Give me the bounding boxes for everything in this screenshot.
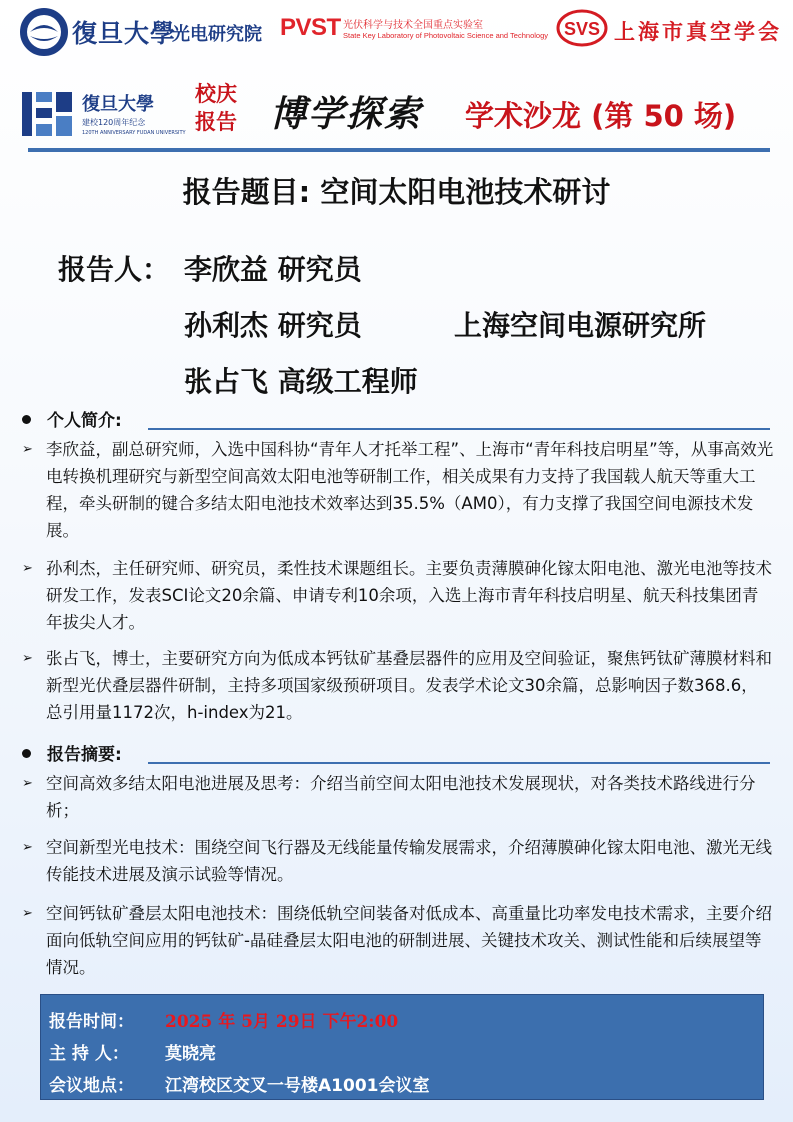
anniversary-report-label	[188, 80, 244, 136]
abstract-divider	[148, 762, 770, 764]
speaker-3: 张占飞 高级工程师	[184, 365, 418, 398]
arrow-bullet-icon: ➢	[22, 840, 33, 855]
host-value: 莫晓亮	[165, 1044, 216, 1064]
abstract-item-text: 空间钙钛矿叠层太阳电池技术：围绕低轨空间装备对低成本、高重量比功率发电技术需求，主要介绍面向低轨空间应用的钙钛矿-晶硅叠层太阳电池的研制进展、关键技术攻关、测试性能和后续展望等情况。	[46, 904, 772, 977]
pvst-english-name: State Key Laboratory of Photovoltaic Science and Technology	[343, 31, 548, 40]
abstract-item	[22, 900, 774, 981]
salon-title: 学术沙龙 (第 50 场)	[465, 99, 737, 133]
arrow-bullet-icon: ➢	[22, 651, 33, 666]
abstract-item-text: 空间新型光电技术：围绕空间飞行器及无线能量传输发展需求，介绍薄膜砷化镓太阳电池、激光无线传能技术进展及演示试验等情况。	[46, 838, 772, 884]
place-label: 会议地点：	[49, 1076, 134, 1096]
anniversary-english: 120TH ANNIVERSARY FUDAN UNIVERSITY	[82, 130, 186, 136]
vacuum-society-mark: SVS	[563, 19, 601, 39]
abstract-item	[22, 834, 774, 888]
anniversary-name: 復旦大學	[82, 94, 154, 115]
abstract-heading	[22, 740, 122, 765]
bullet-dot-icon	[22, 749, 31, 758]
abstract-heading-text: 报告摘要:	[47, 745, 122, 765]
speaker-2: 孙利杰 研究员	[184, 309, 362, 342]
label-bottom: 报告	[195, 110, 237, 134]
anniversary-emblem-icon	[20, 86, 76, 142]
logo-row	[0, 0, 793, 70]
host-label: 主 持 人：	[49, 1044, 129, 1064]
pvst-chinese-name: 光伏科学与技术全国重点实验室	[343, 20, 483, 31]
institute-name: 光电研究院	[172, 24, 262, 45]
place-value: 江湾校区交叉一号楼A1001会议室	[165, 1076, 430, 1096]
event-info-box	[40, 994, 764, 1100]
arrow-bullet-icon: ➢	[22, 906, 33, 921]
arrow-bullet-icon: ➢	[22, 442, 33, 457]
abstract-item	[22, 770, 774, 824]
bio-item-text: 李欣益，副总研究师，入选中国科协“青年人才托举工程”、上海市“青年科技启明星”等，从事高效光电转换机理研究与新型空间高效太阳电池等研制工作，相关成果有力支持了我国载人航天等重大工程，牵头研制的键合多结太阳电池技术效率达到35.5%（AM0），有力支撑了我国空间电源技术发展。	[46, 440, 774, 540]
vacuum-society-name: 上海市真空学会	[614, 19, 782, 44]
abstract-item-text: 空间高效多结太阳电池进展及思考：介绍当前空间太阳电池技术发展现状，对各类技术路线进行分析；	[46, 774, 756, 820]
time-label: 报告时间：	[49, 1012, 134, 1032]
fudan-seal-icon	[20, 8, 68, 56]
bio-heading	[22, 406, 122, 431]
anniversary-subtitle: 建校120周年纪念	[82, 118, 146, 127]
bio-item-text: 张占飞，博士，主要研究方向为低成本钙钛矿基叠层器件的应用及空间验证，聚焦钙钛矿薄膜材料和新型光伏叠层器件研制，主持多项国家级预研项目。发表学术论文30余篇，总影响因子数368.6，总引用量1172次，h-index为21。	[46, 649, 772, 722]
bullet-dot-icon	[22, 415, 31, 424]
arrow-bullet-icon: ➢	[22, 776, 33, 791]
speaker-1: 李欣益 研究员	[184, 253, 362, 286]
time-value: 2025 年 5月 29日 下午2:00	[165, 1012, 399, 1032]
pvst-mark: PVST	[280, 14, 341, 41]
bio-item	[22, 645, 774, 726]
bio-item	[22, 555, 774, 636]
bio-heading-text: 个人简介:	[47, 411, 122, 431]
arrow-bullet-icon: ➢	[22, 561, 33, 576]
speaker-affiliation: 上海空间电源研究所	[454, 309, 707, 342]
series-name: 博学探索	[270, 93, 423, 135]
bio-item	[22, 436, 774, 544]
bio-item-text: 孙利杰，主任研究师、研究员，柔性技术课题组长。主要负责薄膜砷化镓太阳电池、激光电池等技术研发工作，发表SCI论文20余篇、申请专利10余项，入选上海市青年科技启明星、航天科技集团青年拔尖人才。	[46, 559, 772, 632]
fudan-name: 復旦大學	[72, 19, 177, 48]
label-top: 校庆	[195, 82, 237, 106]
header-divider	[28, 148, 770, 152]
vacuum-society-emblem-icon	[556, 8, 608, 48]
speaker-label: 报告人：	[58, 253, 171, 286]
report-title: 报告题目: 空间太阳电池技术研讨	[182, 175, 611, 209]
bio-divider	[148, 428, 770, 430]
